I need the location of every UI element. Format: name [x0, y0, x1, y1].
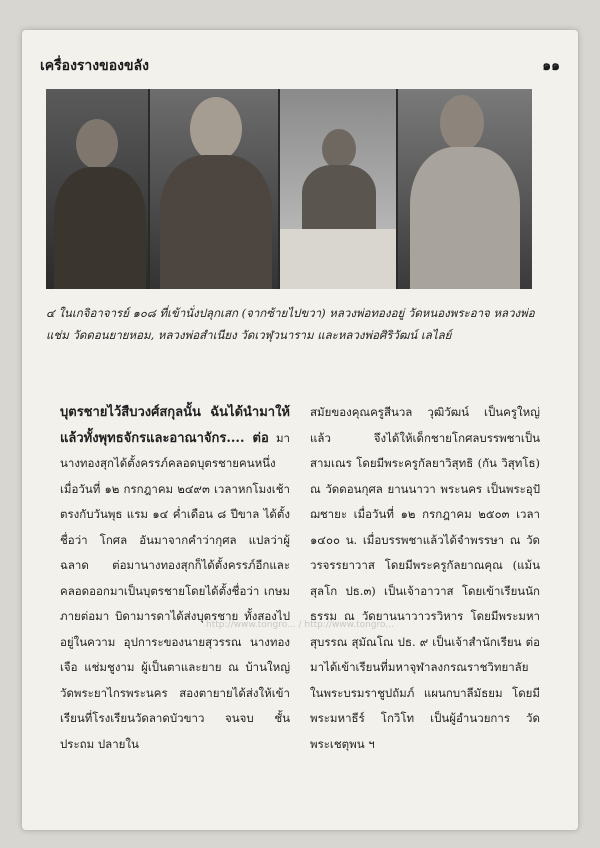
monk-photo-2 — [150, 89, 278, 289]
watermark: http://www.tongro... / http://www.tongro... — [206, 620, 394, 630]
right-column — [310, 400, 540, 757]
page-header — [40, 55, 560, 79]
page-number: ๑๑ — [542, 58, 560, 74]
left-column-text: มา นางทองสุกได้ตั้งครรภ์คลอดบุตรชายคนหนึ่งเมื่อวันที่ ๑๒ กรกฎาคม ๒๔๙๓ เวลาหกโมงเช้า ตรงกับวันพุธ แรม ๑๔ ค่ำเดือน ๘ ปีขาล ได้ตั้งชื่อว่า โกศล อันมาจากคำว่ากุศล แปลว่าผู้ฉลาด ต่อมานางทองสุกก็ได้ตั้งครรภ์อีกและคลอดออกมาเป็นบุตรชายโดยได้ตั้งชื่อว่า เกษม ภายต่อมา บิดามารดาได้ส่งบุตรชาย ทั้งสองไป อยู่ในความ อุปการะของนายสุวรรณ นางทองเจือ แช่มชูงาม ผู้เป็นตาและยาย ณ บ้านใหญ่ วัดพระยาไกรพระนคร สองตายายได้ส่งให้เข้าเรียนที่โรงเรียนวัดลาดบัวขาว จนจบ ชั้นประถม ปลายใน — [60, 430, 290, 751]
photo-caption: ๔ ในเกจิอาจารย์ ๑๐๘ ที่เข้านั่งปลุกเสก (จากซ้ายไปขวา) หลวงพ่อทองอยู่ วัดหนองพระอาจ หลวงพ่อแช่ม วัดดอนยายหอม, หลวงพ่อสำเนียง วัดเวฬุวนาราม และหลวงพ่อศิริวัฒน์ เลไลย์ — [46, 306, 535, 342]
lead-text: บุตรชายไว้สืบวงศ์สกุลนั้น ฉันได้นำมาให้แล้วทั้งพุทธจักรและอาณาจักร.... ต่อ — [60, 405, 290, 446]
right-column-text: สมัยของคุณครูสีนวล วุฒิวัฒน์ เป็นครูใหญ่ แล้ว จึงได้ให้เด็กชายโกศลบรรพชาเป็นสามเณร โดยมีพระครูกัลยาวิสุทธิ (กัน วิสุทโธ) ณ วัดดอนกุศล ยานนาวา พระนคร เป็นพระอุปัฌชายะ เมื่อวันที่ ๑๒ กรกฎาคม ๒๕๐๓ เวลา ๑๔๐๐ น. เมื่อบรรพชาแล้วได้จำพรรษา ณ วัดวรจรรยาวาส โดยมีพระครูกัลยาณคุณ (แม้น สุลโก ปธ.๓) เป็นเจ้าอาวาส โดยเข้าเรียนนักธรรม ณ วัดยานนาวาวรวิหาร โดยมีพระมหาสุบรรณ สุมัณโณ ปธ. ๙ เป็นเจ้าสำนักเรียน ต่อมาได้เข้าเรียนที่มหาจุฬาลงกรณราชวิทยาลัยในพระบรมราชูปถัมภ์ แผนกบาลีมัธยม โดยมีพระมหาธีร์ โกวิโท เป็นผู้อำนวยการ วัดพระเชตุพน ฯ — [310, 405, 540, 751]
monk-photo-4 — [398, 89, 532, 289]
monk-photo-1 — [46, 89, 148, 289]
book-title: เครื่องรางของขลัง — [40, 58, 149, 74]
monk-photo-3 — [280, 89, 396, 289]
left-column — [60, 400, 290, 757]
photo-strip — [46, 89, 532, 289]
